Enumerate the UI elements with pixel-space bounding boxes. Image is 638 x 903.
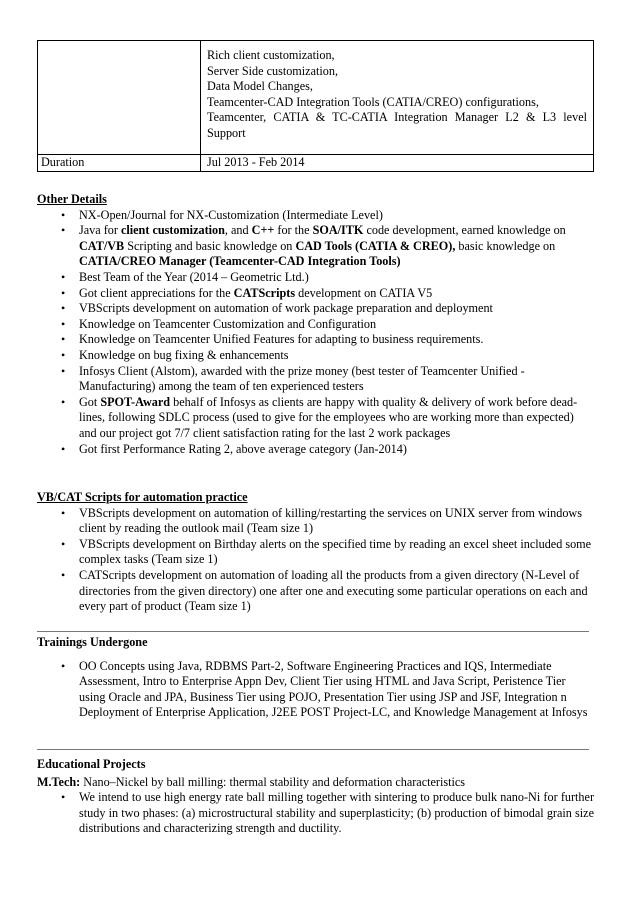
item-text: development on CATIA V5 — [295, 285, 433, 300]
item-text: code development, earned knowledge on — [363, 223, 566, 238]
responsibility-line: Teamcenter, CATIA & TC-CATIA Integration Manager L2 & L3 level — [207, 110, 587, 125]
item-text: OO Concepts using Java, RDBMS Part-2, Software Engineering Practices and IQS, Intermediate Assessment, Intro to Enterprise Appn Dev, Client Tier using HTML and Java Script, Peristence Tier using Oracle and JPA, Business Tier using POJO, Presentation Tier using JSP and JSF, Integration n Deployment of Enterprise Application, J2EE POST Project-LC, and Knowledge Management at Infosys — [79, 658, 588, 720]
item-text: Got first Performance Rating 2, above average category (Jan-2014) — [79, 441, 407, 456]
emphasis-text: client customization — [120, 223, 225, 238]
bullet-icon: • — [61, 441, 66, 456]
mtech-line — [37, 775, 594, 791]
bullet-icon: • — [61, 658, 66, 673]
bullet-icon: • — [61, 505, 66, 520]
bullet-icon: • — [61, 269, 66, 284]
educational-projects-section — [37, 757, 594, 837]
item-text: Got — [79, 394, 101, 409]
educational-projects-list — [37, 790, 594, 837]
mtech-title: Nano–Nickel by ball milling: thermal stability and deformation characteristics — [80, 774, 466, 789]
list-item — [37, 270, 594, 286]
bullet-icon: • — [61, 223, 66, 238]
duration-label: Duration — [38, 155, 201, 172]
vb-scripts-section — [37, 490, 594, 615]
other-details-heading: Other Details — [37, 192, 107, 206]
item-text: VBScripts development on Birthday alerts on the specified time by reading an excel sheet included some complex tasks (Team size 1) — [79, 536, 592, 567]
item-text: CATScripts development on automation of loading all the products from a given directory (N-Level of directories from the given directory) one after one and executing some particular operations on each and every part of product (Team size 1) — [79, 567, 588, 614]
responsibility-line: Support — [207, 125, 246, 140]
emphasis-text: CATScripts — [233, 285, 296, 300]
item-text: VBScripts development on automation of killing/restarting the services on UNIX server from windows client by reading the outlook mail (Team size 1) — [79, 505, 582, 536]
item-text: Scripting and basic knowledge on — [124, 238, 296, 253]
emphasis-text: CAD Tools (CATIA & CREO), — [295, 238, 456, 253]
item-text: behalf of Infosys as clients are happy with quality & delivery of work before dead-lines, following SDLC process (used to give for the employees who are working more than expected) and our project got 7/7 client satisfaction rating for the last 2 work packages — [79, 394, 578, 440]
vb-scripts-heading: VB/CAT Scripts for automation practice — [37, 490, 248, 504]
responsibility-line: Rich client customization, — [207, 48, 335, 62]
section-divider — [37, 749, 589, 750]
list-item — [37, 442, 594, 458]
bullet-icon: • — [61, 567, 66, 582]
list-item — [37, 568, 594, 615]
item-text: for the — [274, 223, 313, 238]
emphasis-text: SPOT-Award — [100, 394, 171, 409]
other-details-list — [37, 208, 594, 458]
duration-value: Jul 2013 - Feb 2014 — [201, 155, 594, 172]
list-item — [37, 317, 594, 333]
educational-projects-heading: Educational Projects — [37, 757, 146, 771]
other-details-section — [37, 192, 594, 457]
list-item — [37, 790, 594, 837]
emphasis-text: SOA/ITK — [312, 223, 364, 238]
table-label-cell — [38, 41, 201, 155]
list-item — [37, 348, 594, 364]
list-item — [37, 332, 594, 348]
bullet-icon: • — [61, 332, 66, 347]
responsibilities-cell — [201, 41, 594, 155]
bullet-icon: • — [61, 285, 66, 300]
item-text: Knowledge on Teamcenter Customization and Configuration — [79, 316, 377, 331]
responsibility-line: Teamcenter-CAD Integration Tools (CATIA/CREO) configurations, — [207, 94, 539, 109]
bullet-icon: • — [61, 394, 66, 409]
responsibility-line: Server Side customization, — [207, 63, 338, 78]
mtech-label: M.Tech: — [37, 774, 81, 789]
bullet-icon: • — [61, 790, 66, 805]
trainings-heading: Trainings Undergone — [37, 635, 148, 649]
bullet-icon: • — [61, 207, 66, 222]
table-row — [38, 155, 594, 172]
list-item — [37, 506, 594, 537]
item-text: Infosys Client (Alstom), awarded with the prize money (best tester of Teamcenter Unified - Manufacturing) among the team of ten experienced testers — [79, 363, 525, 394]
emphasis-text: CAT/VB — [79, 238, 125, 253]
item-text: Got client appreciations for the — [79, 285, 234, 300]
bullet-icon: • — [61, 363, 66, 378]
trainings-section — [37, 635, 594, 721]
emphasis-text: CATIA/CREO Manager (Teamcenter-CAD Integration Tools) — [79, 254, 401, 269]
item-text: Knowledge on bug fixing & enhancements — [79, 347, 289, 362]
section-divider — [37, 631, 589, 632]
bullet-icon: • — [61, 347, 66, 362]
item-text: basic knowledge on — [455, 238, 556, 253]
bullet-icon: • — [61, 536, 66, 551]
item-text: Best Team of the Year (2014 – Geometric Ltd.) — [79, 269, 309, 284]
list-item — [37, 301, 594, 317]
bullet-icon: • — [61, 301, 66, 316]
list-item — [37, 395, 594, 442]
vb-scripts-list — [37, 506, 594, 615]
list-item — [37, 286, 594, 302]
list-item — [37, 537, 594, 568]
item-text: , and — [224, 223, 252, 238]
item-text: We intend to use high energy rate ball milling together with sintering to produce bulk nano-Ni for further study in two phases: (a) microstructural stability and superplasticity; (b) production of bimodal grain size distributions and characterizing strength and ductility. — [79, 790, 594, 836]
table-row — [38, 41, 594, 155]
emphasis-text: C++ — [251, 223, 275, 238]
item-text: Knowledge on Teamcenter Unified Features for adapting to business requirements. — [79, 332, 484, 347]
project-table — [37, 40, 594, 172]
responsibility-line: Data Model Changes, — [207, 79, 313, 94]
item-text: VBScripts development on automation of work package preparation and deployment — [79, 301, 493, 316]
item-text: Java for — [79, 223, 121, 238]
list-item — [37, 659, 594, 721]
list-item — [37, 223, 594, 270]
list-item — [37, 208, 594, 224]
list-item — [37, 364, 594, 395]
item-text: NX-Open/Journal for NX-Customization (Intermediate Level) — [79, 207, 383, 222]
bullet-icon: • — [61, 316, 66, 331]
trainings-list — [37, 659, 594, 721]
